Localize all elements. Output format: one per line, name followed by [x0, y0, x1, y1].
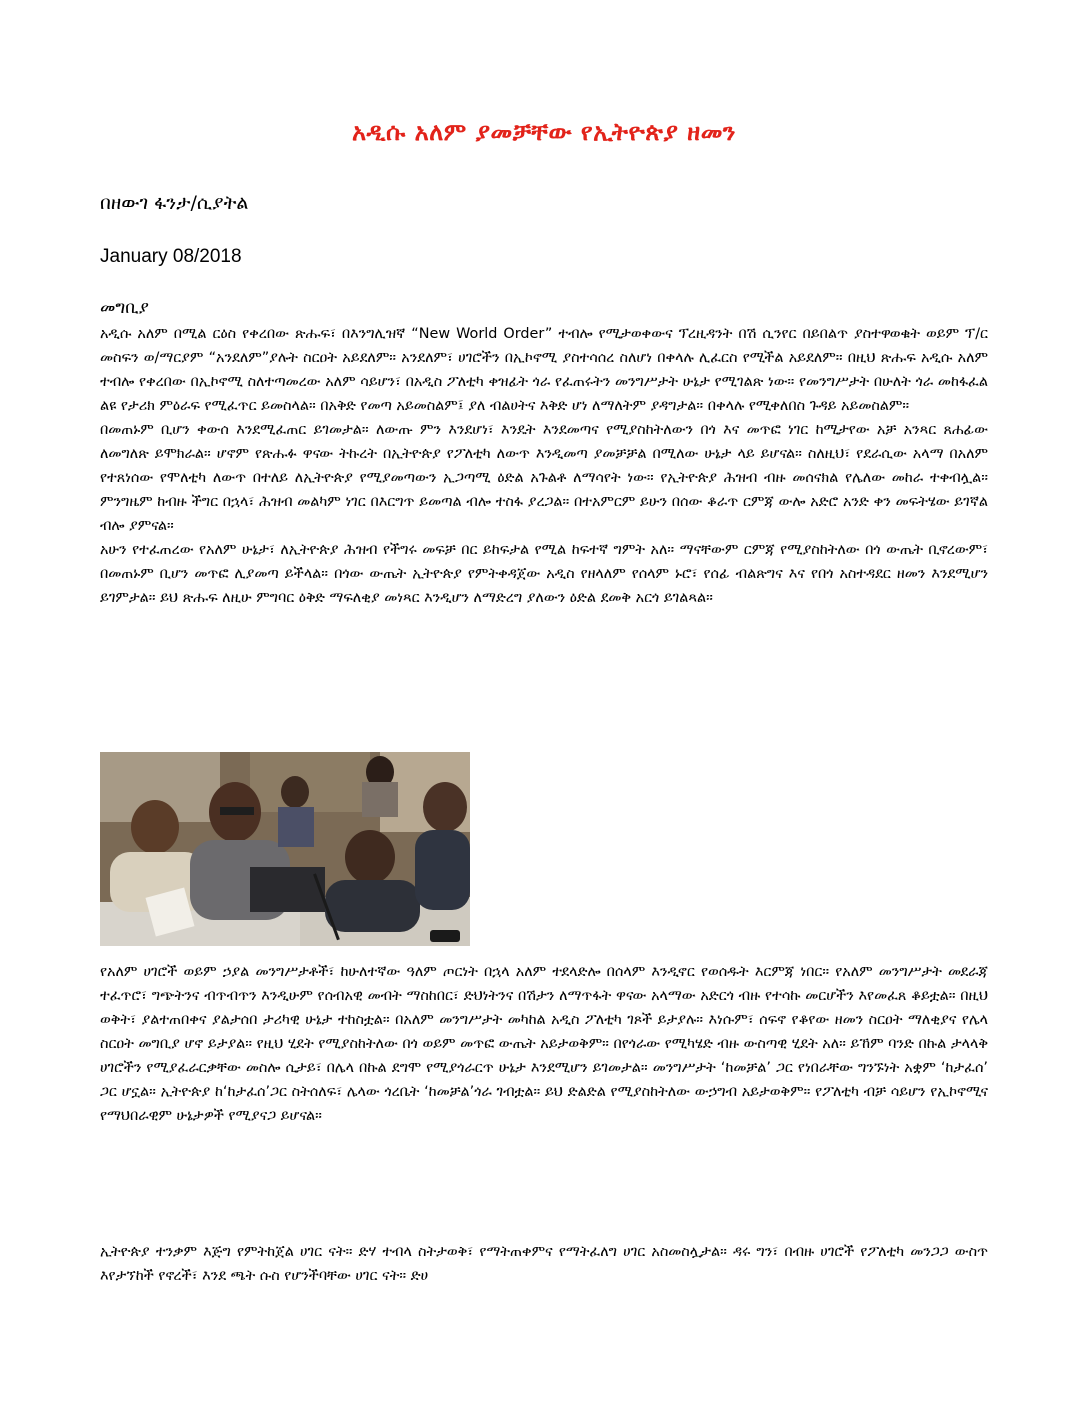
paragraph: አዲሱ አለም በሚል ርዕስ የቀረበው ጽሑፍ፣ በእንግሊዝኛ “New World Order” ተብሎ የሚታወቀውና ፕረዚዳንት በሽ ሲንየር በይበልጥ ያስተዋወቁት ወይም ፕ/ር መስፍን ወ/ማርያም “አንደለም”ያሉት ስርዐት አይደለም። አንደለም፣ ሀገሮችን በኢኮኖሚ ያስተሳሰረ ስለሆነ በቀላሉ ሊፈርስ የሚችል አይደለም። በዚህ ጽሑፍ አዲሱ አለም ተብሎ የቀረበው በኢኮኖሚ ስለተጣመረው አለም ሳይሆን፣ በአዲስ ፖለቲካ ቀዝፊት ጎራ የፈጠሩትን መንግሥታት ሁኔታ የሚገልጽ ነው። የመንግሥታት በሁለት ጎራ መከፋፈል ልዩ የታሪክ ምዕራፍ የሚፈጥር ይመስላል። በአቅድ የመጣ አይመስልም፤ ያለ ብልሀትና እቅድ ሆነ ለማለትም ያዳግታል። በቀላሉ የሚቀለበስ ጉዳይ አይመስልም። [100, 326, 988, 414]
closing-text-block [100, 1240, 988, 1296]
main-text-block [100, 960, 988, 1222]
meeting-photo-icon [100, 752, 470, 946]
page-title: አዲሱ አለም ያመቻቸው የኢትዮጵያ ዘመን [351, 118, 736, 146]
paragraph: አሁን የተፈጠረው የአለም ሁኔታ፣ ለኢትዮጵያ ሕዝብ የችግሩ መፍቻ በር ይከፍታል የሚል ከፍተኛ ግምት አለ። ማናቸውም ርምጃ የሚያስከትለው በጎ ውጤት ቢኖረውም፣ በመጠኑም ቢሆን መጥፎ ሊያመጣ ይችላል። በጎው ውጤት ኢትዮጵያ የምትቀዳጀው አዲስ የዘላለም የሰላም ኑሮ፣ የሰፊ ብልጽግና እና የበጎ አስተዳደር ዘመን እንደሚሆን ይገምታል። ይህ ጽሑፍ ለዚሁ ምግባር ዕቅድ ማፍለቂያ መነጻር እንዲሆን ለማድረግ ያለውን ዕድል ደመቅ አርጎ ይገልጻል። [100, 542, 988, 606]
meeting-photo [100, 752, 470, 946]
section-heading: መግቢያ [100, 298, 149, 318]
paragraph: የአለም ሀገሮች ወይም ኃያል መንግሥታቶች፣ ከሁለተኛው ዓለም ጦርነት በኋላ አለም ተደላድሎ በሰላም እንዲኖር የወሰዱት እርምጃ ነበር። የአለም መንግሥታት መደራጃ ተፈጥሮ፣ ግጭትንና ብጥብጥን እንዲሁም የሰብአዊ መብት ማስከበር፣ ድህነትንና በሽታን ለማጥፋት ዋናው አላማው አድርጎ ብዙ የተሳኩ መርሆችን እየመፈጸ ቆይቷል። በዚህ ወቅት፣ ያልተጠበቀና ያልታሰበ ታሪካዊ ሁኔታ ተከስቷል። በአለም መንግሥታት መካከል አዲስ ፖለቲካ ገጾች ይታያሉ። እነሱም፣ ሰፍኖ የቆየው ዘመን ስርዐት ማለቂያና የሌላ ስርዐት መግቢያ ሆኖ ይታያል። የዚህ ሂደት የሚያስከትለው በጎ ወይም መጥፎ ውጤት አይታወቅም። በየጎራው የሚካሄድ ብዙ ውስጣዊ ሂደት አለ። ይኸም ባንድ በኩል ታላላቅ ሀገሮችን የሚያፈራርቃቸው መስሎ ሲታይ፣ በሌላ በኩል ደግሞ የሚያጎራርጥ ሁኔታ እንደሚሆን ይገመታል። መንግሥታት ‘ከመቻል’ ጋር የነበራቸው ግንኙነት አቋም ‘ከታፈሰ’ ጋር ሆኗል። ኢትዮጵያ ከ‘ከታፈሰ’ጋር ስትሰለፍ፣ ሌላው ጎረቤት ‘ከመቻል’ጎራ ገብቷል። ይህ ድልድል የሚያስከትለው ውኃግብ አይታወቅም። የፖለቲካ ብቻ ሳይሆን የኢኮኖሚና የማህበራዊም ሁኔታዎች የሚያናጋ ይሆናል። [100, 964, 988, 1124]
paragraph: በመጠኑም ቢሆን ቀውሰ እንደሚፈጠር ይገመታል። ለውጡ ምን እንደሆነ፣ እንዴት እንደመጣና የሚያስከትለውን በጎ እና መጥፎ ነገር ከሚታየው አቻ አንጻር ጸሐፊው ለመግለጽ ይሞክራል። ሆኖም የጽሑፉ ዋናው ትኩረት በኢትዮጵያ የፖለቲካ ለውጥ እንዲመጣ ያመቻቻል በሚለው ሁኔታ ላይ ይሆናል። ስለዚህ፣ የደራሲው አላማ በአለም የተጸነሰው የሞለቲካ ለውጥ በተለይ ለኢትዮጵያ የሚያመጣውን ኢጋጣሚ ዕድል አጉልቶ ለማሳየት ነው። የኢትዮጵያ ሕዝብ ብዙ መሰናክል የሌለው መከራ ተቀብሏል። ምንግዜም ከብዙ ችግር በኋላ፣ ሕዝብ መልካም ነገር በእርግጥ ይመጣል ብሎ ተስፋ ያረጋል። በተአምርም ይሁን በሰው ቆራጥ ርምጃ ውሎ አድሮ አንድ ቀን መፍትሄው ይገኛል ብሎ ያምናል። [100, 422, 988, 534]
intro-text-block [100, 322, 988, 748]
author-byline: በዘውገ ፋንታ/ሲያትል [100, 192, 249, 214]
publication-date: January 08/2018 [100, 246, 242, 267]
paragraph: ኢትዮጵያ ተንቃም እጅግ የምትከጀል ሀገር ናት። ድሃ ተብላ ስትታወቅ፣ የማትጠቀምና የማትፈለግ ሀገር አስመስሏታል። ዳሩ ግን፣ በብዙ ሀገሮች የፖለቲካ መንጋጋ ውስጥ እየታኘከች የኖረች፣ እንደ ጫት ሱስ የሆንችባቸው ሀገር ናት። ድሀ [100, 1244, 988, 1284]
